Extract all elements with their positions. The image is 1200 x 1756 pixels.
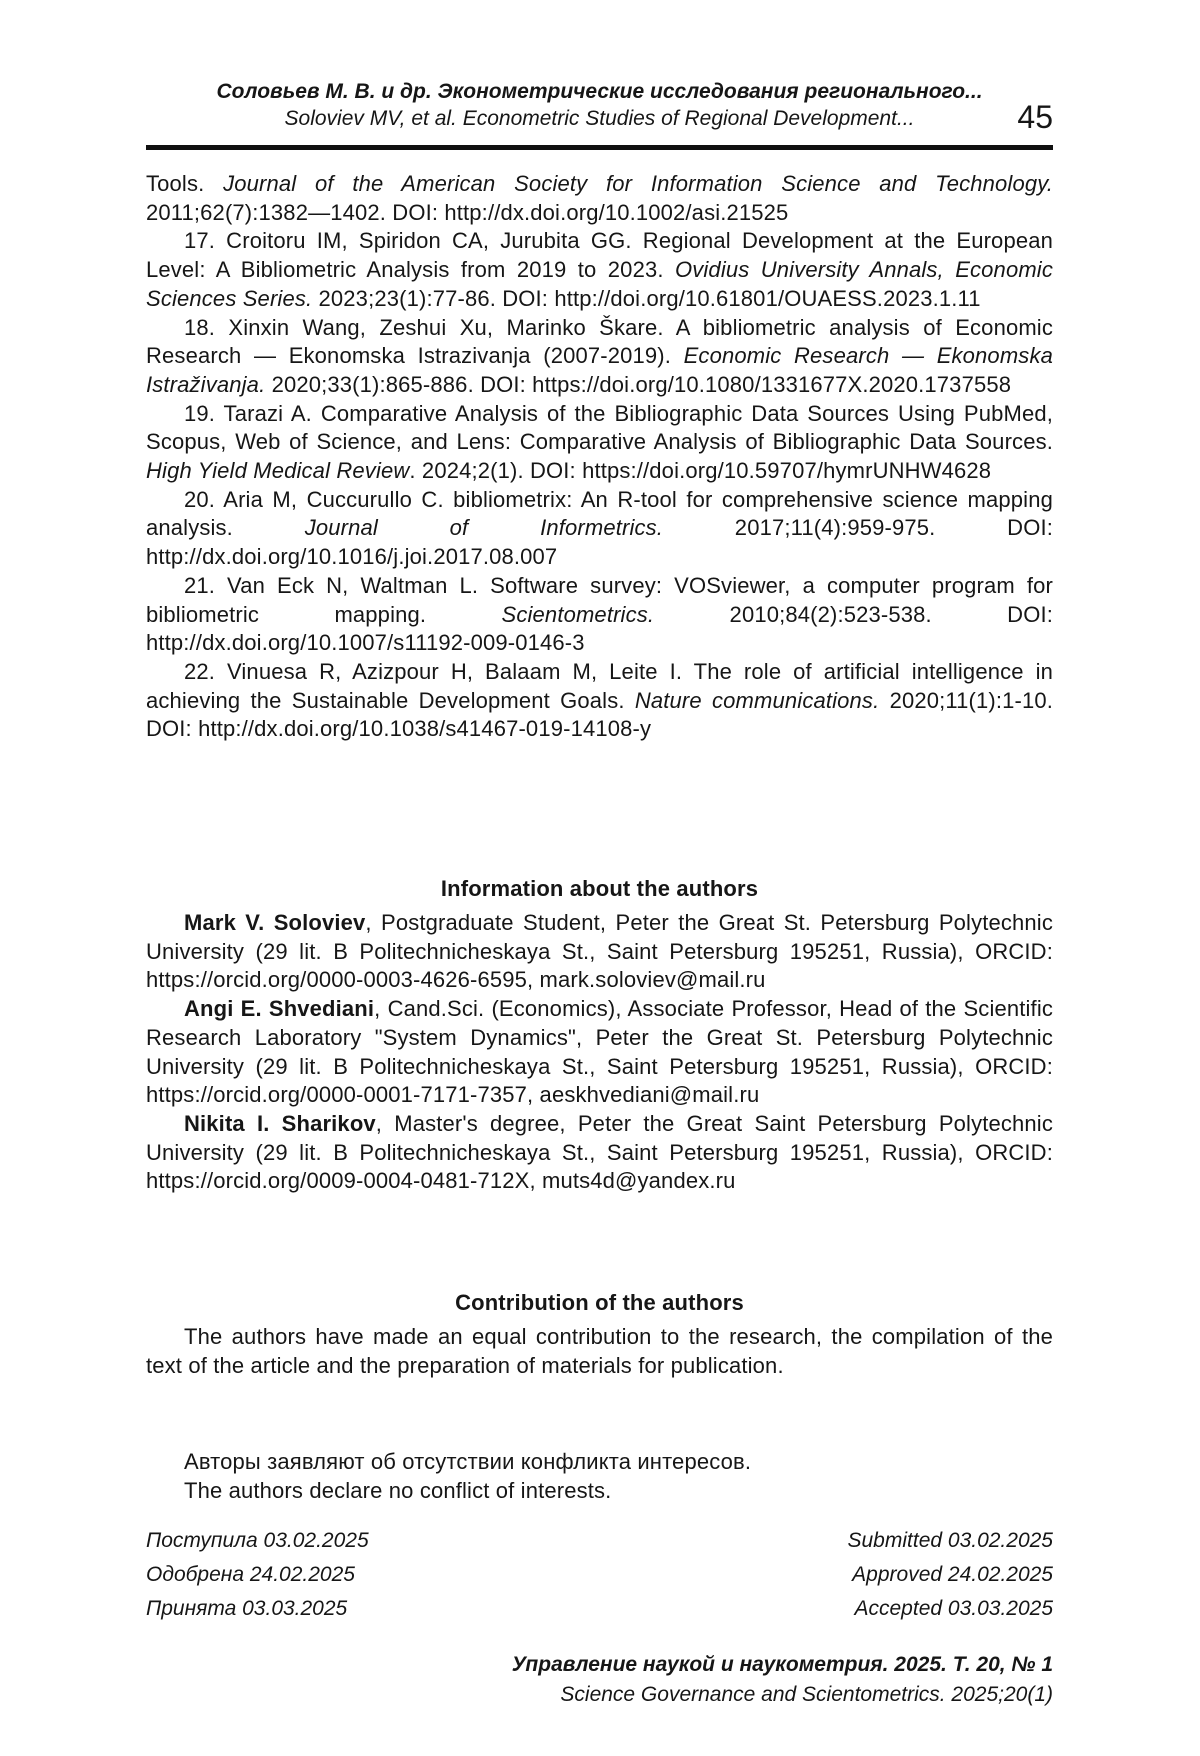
text-run: 2020;33(1):865-886. DOI: https://doi.org/10.1080/1331677X.2020.1737558 bbox=[265, 371, 1012, 397]
text-run: Tools. bbox=[146, 171, 224, 196]
text-run: 2011;62(7):1382—1402. DOI: http://dx.doi.org/10.1002/asi.21525 bbox=[146, 199, 789, 225]
journal-title-ru: Управление наукой и наукометрия. 2025. Т. 20, № 1 bbox=[511, 1653, 1053, 1676]
author-paragraph bbox=[146, 909, 1053, 995]
running-head-ru: Соловьев М. В. и др. Эконометрические исследования регионального... bbox=[216, 80, 983, 103]
journal-footer bbox=[146, 1650, 1053, 1710]
conflict-section bbox=[146, 1448, 1053, 1505]
dates-block bbox=[146, 1524, 1053, 1626]
text-run: High Yield Medical Review bbox=[146, 458, 410, 484]
reference-item bbox=[146, 572, 1053, 658]
conflict-statement-ru: Авторы заявляют об отсутствии конфликта интересов. bbox=[184, 1449, 752, 1474]
text-run: Scientometrics. bbox=[501, 601, 655, 627]
text-run: Ovidius University Annals, Economic Sciences Series. bbox=[146, 257, 1053, 311]
text-run: . 2024;2(1). DOI: https://doi.org/10.59707/hymrUNHW4628 bbox=[409, 458, 992, 484]
text-run: , Master's degree, Peter the Great Saint Petersburg Polytechnic University (29 lit. B Politechnicheskaya St., Saint Petersburg 195251, Russia), ORCID: https://orcid.org/0009-0004-0481-712X, muts4d@yandex.ru bbox=[146, 1110, 1053, 1194]
date-approved-ru: Одобрена 24.02.2025 bbox=[146, 1563, 355, 1586]
date-approved-en: Approved 24.02.2025 bbox=[852, 1563, 1053, 1586]
reference-item bbox=[146, 227, 1053, 313]
text-run: 18. Xinxin Wang, Zeshui Xu, Marinko Škare. A bibliometric analysis of Economic Research — Ekonomska Istrazivanja (2007-2019). bbox=[146, 314, 1053, 369]
dates-column-ru bbox=[146, 1524, 369, 1626]
authors-section-heading: Information about the authors bbox=[440, 876, 759, 901]
journal-title-en: Science Governance and Scientometrics. 2025;20(1) bbox=[560, 1683, 1053, 1706]
date-received-ru: Поступила 03.02.2025 bbox=[146, 1529, 369, 1552]
date-accepted-ru: Принята 03.03.2025 bbox=[146, 1597, 348, 1620]
text-run: 2017;11(4):959-975. DOI: http://dx.doi.org/10.1016/j.joi.2017.08.007 bbox=[146, 515, 1053, 570]
date-submitted-en: Submitted 03.02.2025 bbox=[847, 1529, 1053, 1552]
authors-section bbox=[146, 874, 1053, 1196]
text-run: Economic Research — Ekonomska Istraživanja. bbox=[146, 343, 1053, 397]
text-run: Journal of the American Society for Information Science and Technology. bbox=[223, 171, 1053, 196]
date-accepted-en: Accepted 03.03.2025 bbox=[854, 1597, 1053, 1620]
running-head bbox=[146, 78, 1053, 135]
text-run: Nikita I. Sharikov bbox=[184, 1110, 376, 1136]
reference-item bbox=[146, 400, 1053, 486]
text-run: 2023;23(1):77-86. DOI: http://doi.org/10.61801/OUAESS.2023.1.11 bbox=[312, 285, 981, 311]
text-run: Mark V. Soloviev bbox=[184, 910, 366, 935]
running-head-en: Soloviev MV, et al. Econometric Studies of Regional Development... bbox=[284, 107, 915, 130]
contribution-section bbox=[146, 1288, 1053, 1380]
author-paragraph bbox=[146, 995, 1053, 1110]
reference-item bbox=[146, 170, 1053, 227]
contribution-paragraph: The authors have made an equal contribution to the research, the compilation of the text of the article and the preparation of materials for publication. bbox=[146, 1324, 1053, 1378]
text-run: 22. Vinuesa R, Azizpour H, Balaam M, Leite I. The role of artificial intelligence in achieving the Sustainable Development Goals. bbox=[146, 658, 1053, 713]
text-run: 20. Aria M, Cuccurullo C. bibliometrix: An R-tool for comprehensive science mapping analysis. bbox=[146, 486, 1053, 541]
text-run: 21. Van Eck N, Waltman L. Software survey: VOSviewer, a computer program for bibliometric mapping. bbox=[146, 572, 1053, 627]
text-run: Angi E. Shvediani bbox=[184, 996, 375, 1022]
contribution-section-heading: Contribution of the authors bbox=[455, 1290, 744, 1315]
text-run: , Cand.Sci. (Economics), Associate Professor, Head of the Scientific Research Laboratory "System Dynamics", Peter the Great St. Petersburg Polytechnic University (29 lit. B Politechnicheskaya St., Saint Petersburg 195251, Russia), ORCID: https://orcid.org/0000-0001-7171-7357, aeskhvediani@mail.ru bbox=[146, 996, 1054, 1108]
author-paragraph bbox=[146, 1110, 1053, 1196]
reference-item bbox=[146, 658, 1053, 744]
page-header bbox=[146, 78, 1053, 150]
conflict-statement-en: The authors declare no conflict of interests. bbox=[184, 1477, 612, 1503]
text-run: 2010;84(2):523-538. DOI: http://dx.doi.org/10.1007/s11192-009-0146-3 bbox=[146, 601, 1053, 656]
text-run: 17. Croitoru IM, Spiridon CA, Jurubita GG. Regional Development at the European Level: A Bibliometric Analysis from 2019 to 2023. bbox=[146, 228, 1053, 283]
header-rule bbox=[146, 145, 1053, 150]
dates-column-en bbox=[848, 1524, 1054, 1626]
page-number: 45 bbox=[1017, 99, 1053, 135]
references-section bbox=[146, 170, 1053, 744]
text-run: 19. Tarazi A. Comparative Analysis of the Bibliographic Data Sources Using PubMed, Scopus, Web of Science, and Lens: Comparative Analysis of Bibliographic Data Sources. bbox=[146, 400, 1053, 455]
text-run: 2020;11(1):1-10. DOI: http://dx.doi.org/10.1038/s41467-019-14108-y bbox=[146, 687, 1054, 742]
text-run: , Postgraduate Student, Peter the Great St. Petersburg Polytechnic University (29 lit. B Politechnicheskaya St., Saint Petersburg 195251, Russia), ORCID: https://orcid.org/0000-0003-4626-6595, mark.soloviev@mail.ru bbox=[146, 910, 1053, 993]
text-run: Journal of Informetrics. bbox=[304, 515, 664, 541]
reference-item bbox=[146, 486, 1053, 572]
text-run: Nature communications. bbox=[634, 687, 880, 713]
reference-item bbox=[146, 314, 1053, 400]
